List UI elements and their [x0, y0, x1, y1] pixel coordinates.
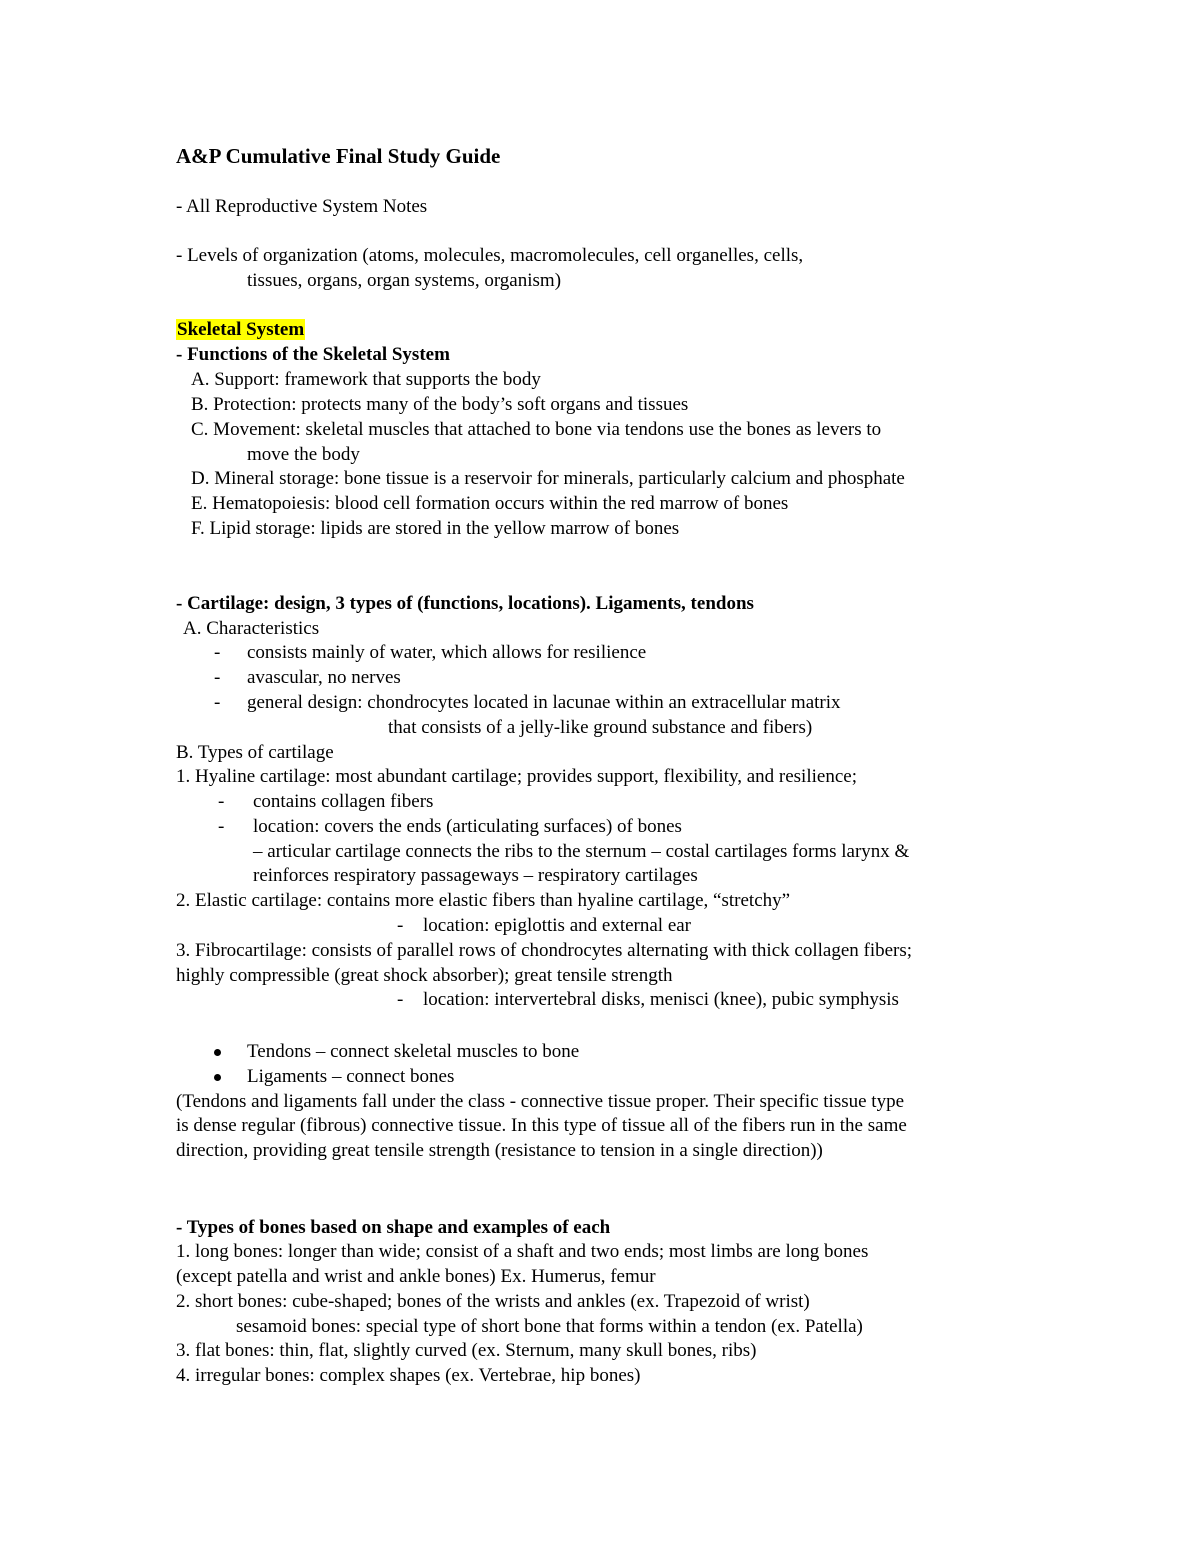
note-paragraph-line: direction, providing great tensile strength (resistance to tension in a single direction)) — [176, 1140, 823, 1161]
dash-marker: - — [218, 816, 225, 837]
highlighted-heading: Skeletal System — [177, 319, 305, 340]
dash-marker: - — [214, 692, 221, 713]
bone-type-line-indented: sesamoid bones: special type of short bone that forms within a tendon (ex. Patella) — [236, 1316, 863, 1337]
section-heading-skeletal — [176, 318, 305, 342]
bone-type-line: 1. long bones: longer than wide; consist of a shaft and two ends; most limbs are long bones — [176, 1241, 869, 1262]
cartilage-heading: - Cartilage: design, 3 types of (functions, locations). Ligaments, tendons — [176, 593, 754, 614]
function-item-cont: move the body — [247, 444, 360, 465]
characteristic-item: consists mainly of water, which allows for resilience — [247, 642, 647, 663]
bullet-dot-icon — [214, 1074, 221, 1081]
hyaline-item: location: covers the ends (articulating surfaces) of bones — [253, 816, 682, 837]
hyaline-item-cont: reinforces respiratory passageways – respiratory cartilages — [253, 865, 698, 886]
characteristics-heading: A. Characteristics — [183, 618, 320, 639]
characteristic-item-cont: that consists of a jelly-like ground substance and fibers) — [388, 717, 813, 738]
function-item: E. Hematopoiesis: blood cell formation occurs within the red marrow of bones — [191, 493, 789, 514]
fibrocartilage: 3. Fibrocartilage: consists of parallel rows of chondrocytes alternating with thick collagen fibers; — [176, 940, 913, 961]
bone-type-line: 4. irregular bones: complex shapes (ex. Vertebrae, hip bones) — [176, 1365, 641, 1386]
dash-marker: - — [397, 989, 404, 1010]
intro-line-reproductive: - All Reproductive System Notes — [176, 196, 428, 217]
intro-line-levels: - Levels of organization (atoms, molecules, macromolecules, cell organelles, cells, — [176, 245, 804, 266]
bullet-dot-icon — [214, 1049, 221, 1056]
intro-line-levels-cont: tissues, organs, organ systems, organism) — [247, 270, 562, 291]
bones-heading: - Types of bones based on shape and examples of each — [176, 1217, 611, 1238]
note-paragraph-line: (Tendons and ligaments fall under the class - connective tissue proper. Their specific tissue type — [176, 1091, 905, 1112]
function-item: F. Lipid storage: lipids are stored in the yellow marrow of bones — [191, 518, 680, 539]
hyaline-cartilage: 1. Hyaline cartilage: most abundant cartilage; provides support, flexibility, and resilience; — [176, 766, 857, 787]
function-item: A. Support: framework that supports the body — [191, 369, 541, 390]
functions-heading: - Functions of the Skeletal System — [176, 344, 450, 365]
characteristic-item: avascular, no nerves — [247, 667, 401, 688]
fibrocartilage-cont: highly compressible (great shock absorber); great tensile strength — [176, 965, 673, 986]
bullet-item-ligaments: Ligaments – connect bones — [247, 1066, 455, 1087]
dash-marker: - — [397, 915, 404, 936]
bone-type-line: (except patella and wrist and ankle bones) Ex. Humerus, femur — [176, 1266, 656, 1287]
fibrocartilage-location: location: intervertebral disks, menisci (knee), pubic symphysis — [423, 989, 899, 1010]
elastic-location: location: epiglottis and external ear — [423, 915, 692, 936]
elastic-cartilage: 2. Elastic cartilage: contains more elastic fibers than hyaline cartilage, “stretchy” — [176, 890, 791, 911]
characteristic-item: general design: chondrocytes located in lacunae within an extracellular matrix — [247, 692, 841, 713]
bullet-item-tendons: Tendons – connect skeletal muscles to bone — [247, 1041, 580, 1062]
note-paragraph-line: is dense regular (fibrous) connective tissue. In this type of tissue all of the fibers run in the same — [176, 1115, 907, 1136]
dash-marker: - — [214, 642, 221, 663]
types-heading: B. Types of cartilage — [176, 742, 334, 763]
dash-marker: - — [218, 791, 225, 812]
page-title: A&P Cumulative Final Study Guide — [176, 144, 501, 168]
function-item: B. Protection: protects many of the body’s soft organs and tissues — [191, 394, 689, 415]
bone-type-line: 3. flat bones: thin, flat, slightly curved (ex. Sternum, many skull bones, ribs) — [176, 1340, 757, 1361]
hyaline-item-cont: – articular cartilage connects the ribs to the sternum – costal cartilages forms larynx & — [253, 841, 910, 862]
hyaline-item: contains collagen fibers — [253, 791, 434, 812]
bone-type-line: 2. short bones: cube-shaped; bones of the wrists and ankles (ex. Trapezoid of wrist) — [176, 1291, 810, 1312]
dash-marker: - — [214, 667, 221, 688]
function-item: D. Mineral storage: bone tissue is a reservoir for minerals, particularly calcium and phosphate — [191, 468, 905, 489]
function-item: C. Movement: skeletal muscles that attached to bone via tendons use the bones as levers to — [191, 419, 882, 440]
